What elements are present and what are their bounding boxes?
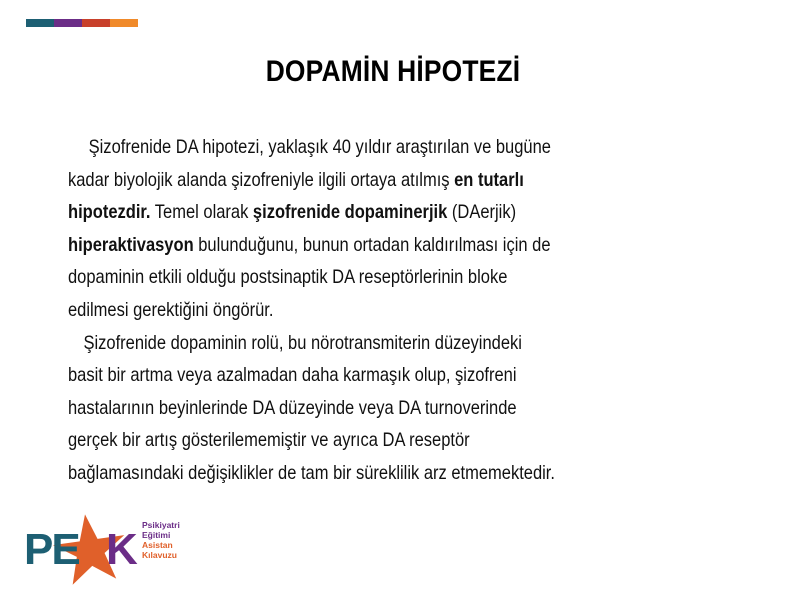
- paragraph2-line5: bağlamasındaki değişiklikler de tam bir süreklilik arz etmemektedir.: [68, 462, 555, 484]
- emphasis-most-consistent: en tutarlı: [454, 169, 524, 191]
- logo-tagline-line3: Asistan: [142, 540, 173, 550]
- paragraph2-line2: basit bir artma veya azalmadan daha karmaşık olup, şizofreni: [68, 365, 517, 387]
- paragraph1-line1: Şizofrenide DA hipotezi, yaklaşık 40 yıldır araştırılan ve bugüne: [88, 137, 551, 158]
- accent-segment-teal: [26, 19, 54, 27]
- logo-letter-k: K: [106, 525, 138, 574]
- emphasis-dopaminergic: şizofrenide dopaminerjik: [252, 202, 448, 224]
- logo-tagline-line2: Eğitimi: [142, 530, 171, 540]
- accent-segment-red: [82, 19, 110, 27]
- paragraph2-line3: hastalarının beyinlerinde DA düzeyinde veya DA turnoverinde: [68, 397, 517, 419]
- emphasis-hypothesis: hipotezdir.: [68, 202, 151, 224]
- paragraph1-line5: dopaminin etkili olduğu postsinaptik DA reseptörlerinin bloke: [68, 267, 508, 289]
- slide-body: [68, 132, 636, 491]
- paragraph1-line4: [68, 230, 636, 263]
- paragraph1-line6: edilmesi gerektiğini öngörür.: [68, 299, 274, 321]
- text-run: kadar biyolojik alanda şizofreniyle ilgili ortaya atılmış: [68, 169, 455, 191]
- logo-tagline: [142, 520, 180, 560]
- logo-tagline-line1: Psikiyatri: [142, 520, 180, 530]
- accent-segment-purple: [54, 19, 82, 27]
- logo-tagline-line4: Kılavuzu: [142, 550, 177, 560]
- paragraph1-line2: [68, 165, 636, 198]
- text-run: bulunduğunu, bunun ortadan kaldırılması için de: [193, 234, 551, 256]
- peak-logo-mark: [24, 512, 144, 590]
- text-run: (DAerjik): [447, 202, 517, 224]
- accent-segment-orange: [110, 19, 138, 27]
- paragraph1-line3: [68, 197, 636, 230]
- paragraph2-line1: Şizofrenide dopaminin rolü, bu nörotransmiterin düzeyindeki: [83, 332, 522, 354]
- slide-title: DOPAMİN HİPOTEZİ: [265, 55, 521, 88]
- paragraph-dopamine-role: [68, 328, 636, 491]
- paragraph2-line4: gerçek bir artış gösterilememiştir ve ayrıca DA reseptör: [68, 430, 470, 452]
- text-run: Temel olarak: [150, 202, 253, 224]
- logo-letters-pe: PE: [24, 525, 79, 574]
- emphasis-hyperactivation: hiperaktivasyon: [68, 234, 194, 256]
- peak-logo: [24, 512, 184, 590]
- accent-color-bar: [26, 19, 138, 27]
- paragraph-dopamine-hypothesis: [68, 132, 636, 328]
